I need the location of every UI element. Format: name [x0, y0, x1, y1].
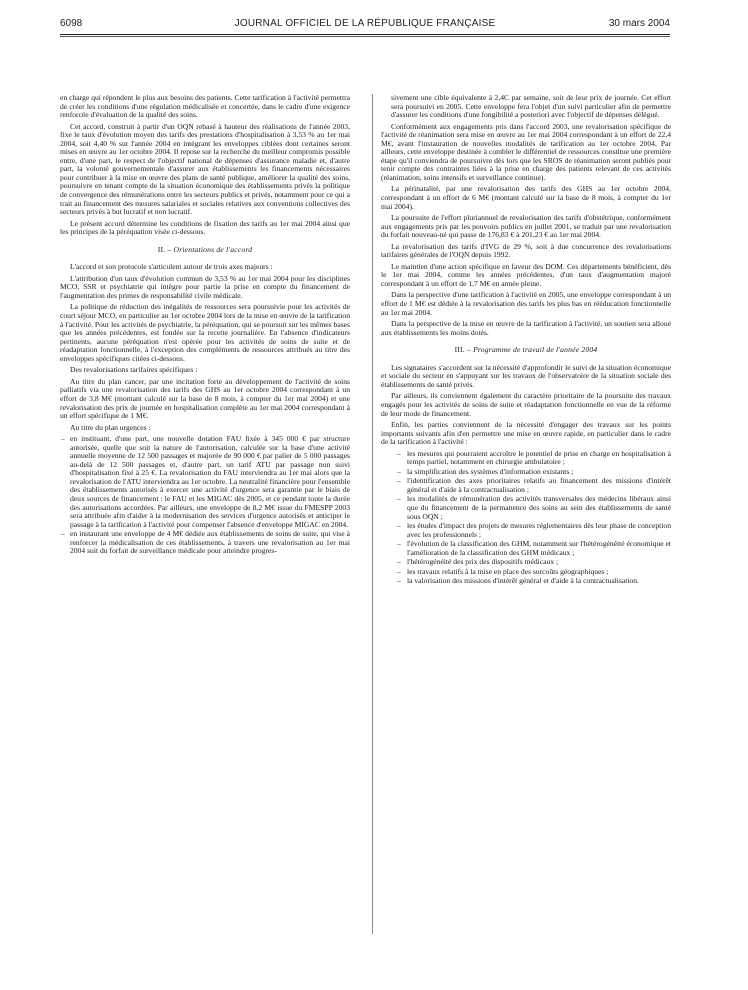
- paragraph: Dans la perspective d'une tarification à l'activité en 2005, une enveloppe correspondant à un effort de 1 M€ est dédiée à la revalorisation des tarifs les plus bas en rééducation fonctionnelle au 1er mai 2004.: [381, 290, 671, 317]
- paragraph: Le présent accord détermine les conditions de fixation des tarifs au 1er mai 2004 ainsi que les principes de la péréquation visée ci-dessous.: [60, 218, 350, 237]
- paragraph: Conformément aux engagements pris dans l'accord 2003, une revalorisation spécifique de l'activité de réanimation sera mise en œuvre au 1er mai 2004 correspondant à un effort de 22,4 M€, avant l'instauration de nouvelles modalités de tarification au 1er octobre 2004. Par ailleurs, cette enveloppe destinée à combler le différentiel de ressources constitue une première étape qu'il conviendra de poursuivre dès lors que les SROS de réanimation seront publiés pour tenir compte des contraintes liées à la prise en charge des patients relevant de ces activités (réanimation, soins intensifs et surveillance continue).: [381, 121, 671, 182]
- urgences-list: [60, 435, 350, 556]
- paragraph: La poursuite de l'effort pluriannuel de revalorisation des tarifs d'obstétrique, conformément aux engagements pris par les pouvoirs publics en juillet 2001, se traduit par une revalorisation du forfait nouveau-né qui passe de 176,83 € à 201,23 € au 1er mai 2004.: [381, 213, 671, 240]
- paragraph: Enfin, les parties conviennent de la nécessité d'engager des travaux sur les points importants suivants afin d'en permettre une mise en œuvre rapide, en particulier dans le cadre de la tarification à l'activité :: [381, 420, 671, 447]
- paragraph: La périnatalité, par une revalorisation des tarifs des GHS au 1er octobre 2004, correspondant à un effort de 6 M€ (montant calculé sur la base de 8 mois, à compter du 1er mai 2004).: [381, 184, 671, 211]
- list-item: – l'évolution de la classification des GHM, notamment sur l'hétérogénéité économique et l'amélioration de la classification des GHM médicaux ;: [381, 540, 671, 557]
- list-item: – les mesures qui pourraient accroître le potentiel de prise en charge en hospitalisation à temps partiel, notamment en chirurgie ambulatoire ;: [381, 450, 671, 467]
- paragraph: Dans la perspective de la mise en œuvre de la tarification à l'activité, un soutien sera alloué aux établissements les moins dotés.: [381, 319, 671, 337]
- section-number: III. –: [454, 345, 471, 355]
- header-rule-secondary: [60, 36, 670, 37]
- paragraph: L'accord et son protocole s'articulent autour de trois axes majeurs :: [70, 262, 273, 272]
- page-number: 6098: [60, 18, 83, 29]
- paragraph: Les signataires s'accordent sur la nécessité d'approfondir le suivi de la situation économique et sociale du secteur en s'appuyant sur les travaux de l'observatoire de la situation sociale des établissements de santé privés.: [381, 362, 671, 389]
- journal-title: JOURNAL OFFICIEL DE LA RÉPUBLIQUE FRANÇAISE: [234, 18, 496, 29]
- right-column: [381, 94, 671, 589]
- section-title: Programme de travail de l'année 2004: [473, 345, 598, 355]
- header-rule: [60, 34, 670, 35]
- page-header: [60, 18, 670, 34]
- list-item: – les modalités de rémunération des activités transversales des médecins libéraux ainsi que du financement de la permanence des soins au sein des établissements de santé sous OQN ;: [381, 495, 671, 521]
- section-heading: [381, 346, 671, 355]
- list-item: – les études d'impact des projets de mesures réglementaires dès leur phase de conception avec les professionnels ;: [381, 522, 671, 539]
- section-title: Orientations de l'accord: [173, 244, 253, 254]
- paragraph: sivement une cible équivalente à 2,4C par semaine, soit de leur prix de journée. Cet effort sera poursuivi en 2005. Cette enveloppe fera l'objet d'un suivi particulier afin de permettre d'assurer les conditions d'une fongibilité a posteriori avec l'objectif de dépenses délégué.: [391, 93, 671, 120]
- section-heading: [60, 246, 350, 255]
- list-item: – la valorisation des missions d'intérêt général et d'aide à la contractualisation.: [381, 577, 671, 586]
- paragraph: Par ailleurs, ils conviennent également du caractère prioritaire de la poursuite des travaux engagés pour les activités de soins de suite et réadaptation fonctionnelle en vue de la réforme de leur mode de financement.: [381, 391, 671, 418]
- paragraph: L'attribution d'un taux d'évolution commun de 3,53 % au 1er mai 2004 pour les disciplines MCO, SSR et psychiatrie qui intègre pour partie la prise en compte du financement de l'augmentation des primes de responsabilité civile médicale.: [60, 273, 350, 300]
- section-number: II. –: [157, 244, 172, 254]
- list-item: – en instituant, d'une part, une nouvelle dotation FAU fixée à 345 000 € par structure autorisée, quelle que soit la nature de l'autorisation, calculée sur la base d'une activité annuelle moyenne de 12 500 passages et majorée de 90 000 € par palier de 5 000 passages au-delà de 12 500 passages et, d'autre part, un tarif ATU par passage non suivi d'hospitalisation fixé à 25 €. La revalorisation du FAU interviendra au 1er mai alors que la revalorisation de l'ATU interviendra au 1er octobre. La neutralité financière pour l'ensemble des établissements autorisés à exercer une activité d'urgence sera garantie par le biais de deux sources de financement : le FAU et les MIGAC dès 2005, et ce pendant toute la durée des autorisations accordées. Par ailleurs, une enveloppe de 8,2 M€ issue du FMESPP 2003 sera attribuée afin d'aider à la modernisation des services d'urgence autorisés et anticiper le passage à la tarification à l'activité pour compenser l'absence d'enveloppe MIGAC en 2004.: [60, 435, 350, 529]
- travaux-list: [381, 450, 671, 586]
- paragraph: Au titre du plan cancer, par une incitation forte au développement de l'activité de soins palliatifs via une revalorisation des tarifs des GHS au 1er octobre 2004 correspondant à un effort de 3,8 M€ (montant calculé sur la base de 8 mois, à compter du 1er mai 2004) et une revalorisation des prix de journée en hospitalisation complète au 1er mai 2004 correspondant à un effort spécifique de 1 M€.: [60, 376, 350, 421]
- list-item: – l'hétérogénéité des prix des dispositifs médicaux ;: [381, 558, 671, 567]
- paragraph: Des revalorisations tarifaires spécifiques :: [70, 365, 198, 375]
- paragraph: Le maintien d'une action spécifique en faveur des DOM. Ces départements bénéficient, dès le 1er mai 2004, comme les années précédentes, d'un taux d'augmentation majoré correspondant à un effort de 1,7 M€ en année pleine.: [381, 261, 671, 288]
- paragraph: La revalorisation des tarifs d'IVG de 29 %, soit à due concurrence des revalorisations tarifaires générales de l'OQN depuis 1992.: [381, 241, 671, 260]
- publication-date: 30 mars 2004: [608, 18, 670, 29]
- paragraph: en charge qui répondent le plus aux besoins des patients. Cette tarification à l'activité permettra de créer les conditions d'une régulation médicalisée et concertée, dans le cadre d'une exigence renforcée d'évaluation de la qualité des soins.: [60, 93, 350, 120]
- list-item: – la simplification des systèmes d'information existants ;: [381, 468, 671, 477]
- paragraph: Cet accord, construit à partir d'un OQN rebasé à hauteur des réalisations de l'année 2003, fixe le taux d'évolution moyen des tarifs des prestations d'hospitalisation à 3,53 % au 1er mai 2004, soit 4,40 % sur l'année 2004 en intégrant les enveloppes ciblées dont certaines seront mises en œuvre au 1er octobre 2004. Il repose sur la recherche du meilleur compromis possible entre, d'une part, le respect de l'objectif national de dépenses d'assurance maladie et, d'autre part, la volonté gouvernementale d'assurer aux établissements les financements nécessaires pour contribuer à la mise en œuvre des plans de santé publique, améliorer la qualité des soins, poursuivre en tenant compte de la situation économique des établissements privés la politique de convergence des rémunérations entre les secteurs publics et privés, notamment pour ce qui a trait au financement des mesures salariales et sociales relatives aux conventions collectives des secteurs privés à but lucratif et non lucratif.: [60, 121, 350, 217]
- paragraph: Au titre du plan urgences :: [70, 422, 151, 432]
- left-column: [60, 94, 350, 559]
- list-item: – les travaux relatifs à la mise en place des surcoûts géographiques ;: [381, 568, 671, 577]
- list-item: – l'identification des axes prioritaires relatifs au financement des missions d'intérêt général et d'aide à la contractualisation ;: [381, 477, 671, 494]
- column-divider: [372, 94, 373, 934]
- paragraph: La politique de réduction des inégalités de ressources sera poursuivie pour les activités de court séjour MCO, en particulier au 1er octobre 2004 lors de la mise en œuvre de la tarification à l'activité. Pour les activités de psychiatrie, la péréquation, qui se poursuit sur les mêmes bases que les années précédentes, est fondée sur la recette journalière. En l'absence d'indicateurs pertinents, aucune péréquation n'est opérée pour les activités de soins de suite et de réadaptation fonctionnelle, à l'exception des compléments de ressources attribués au titre des enveloppes spécifiques citées ci-dessous.: [60, 302, 350, 363]
- list-item: – en instaurant une enveloppe de 4 M€ dédiée aux établissements de soins de suite, qui vise à renforcer la médicalisation de ces établissements, à travers une revalorisation au 1er mai 2004 suit du forfait de surveillance médicale pour atteindre progres-: [60, 530, 350, 556]
